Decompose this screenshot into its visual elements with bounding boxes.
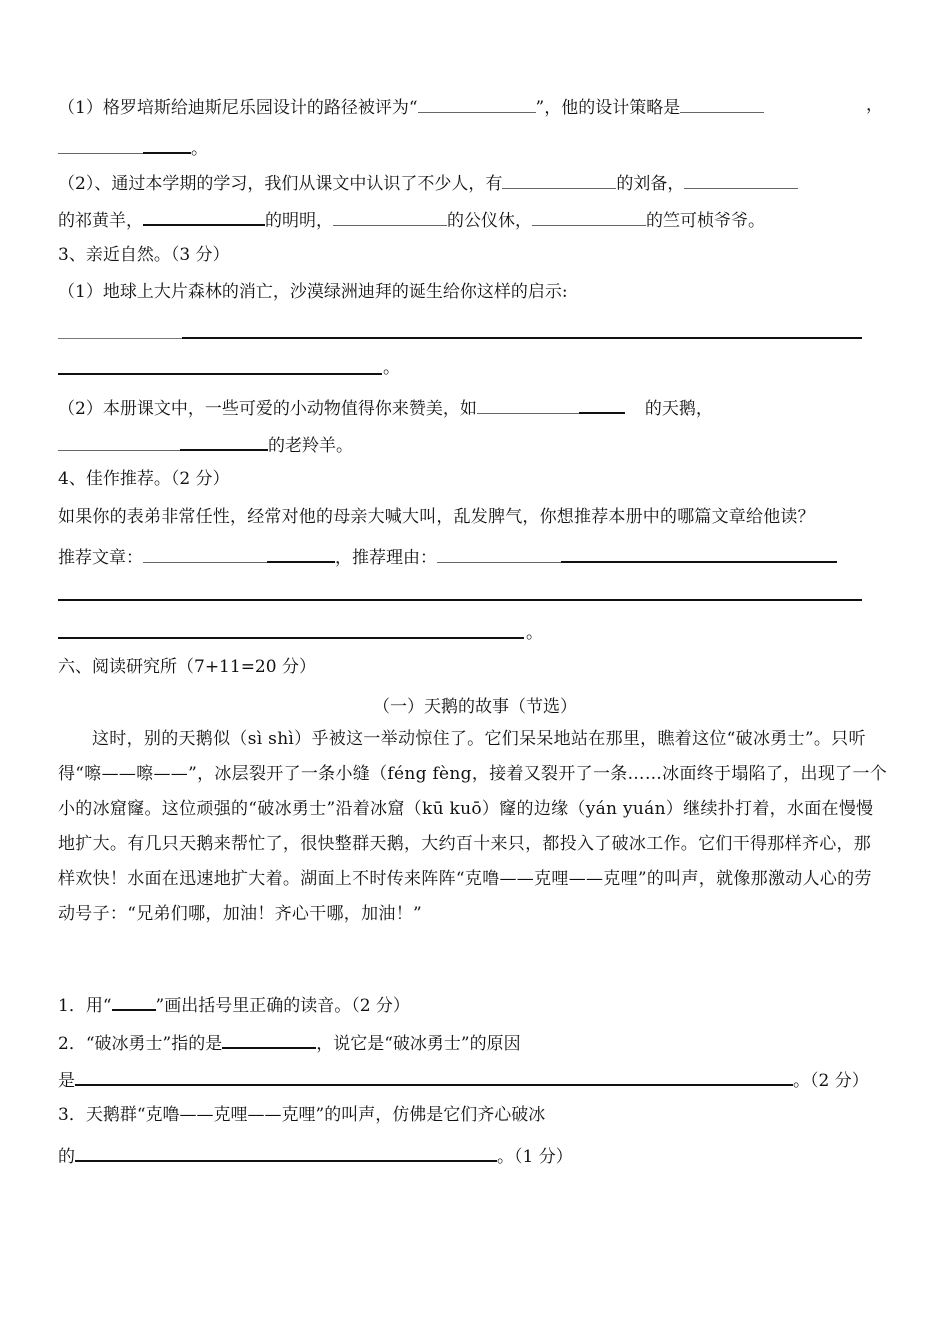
s6-q2-line	[58, 1029, 521, 1055]
blank-ice-warrior[interactable]	[222, 1029, 316, 1049]
section6-title: 六、阅读研究所（7+11=20 分）	[58, 657, 316, 677]
q3-part1-text: （1）地球上大片森林的消亡，沙漠绿洲迪拜的诞生给你这样的启示:	[58, 282, 568, 302]
blank-zhukezhen[interactable]	[532, 207, 646, 226]
s6-q1-line	[58, 991, 410, 1017]
blank-swan[interactable]	[477, 395, 579, 414]
q1-part2-text-c: 的祁黄羊，	[58, 211, 143, 231]
s6-q3-line2	[58, 1142, 573, 1168]
q1-part1-line2	[58, 134, 208, 160]
q4-reason-label: ，推荐理由：	[335, 548, 437, 568]
blank-article-bold[interactable]	[267, 543, 335, 563]
q1-part1-comma: ，	[866, 95, 883, 115]
s6-q1-underline-sample	[112, 991, 156, 1011]
q4-answer-line-1[interactable]	[58, 599, 862, 601]
blank-strategy-cont[interactable]	[58, 135, 143, 154]
blank-swan-bold[interactable]	[579, 394, 625, 414]
q1-part1-end: 。	[191, 139, 208, 159]
q1-part1-text-b: ”，他的设计策略是	[535, 98, 681, 118]
blank-mingming[interactable]	[143, 206, 265, 226]
q3-part2-text-a: （2）本册课文中，一些可爱的小动物值得你来赞美，如	[58, 399, 477, 419]
s6-q2-text-b: ，说它是“破冰勇士”的原因	[316, 1034, 521, 1054]
q3-answer-line-1a[interactable]	[58, 338, 182, 339]
s6-q3-line: 3．天鹅群“克噜——克哩——克哩”的叫声，仿佛是它们齐心破冰	[58, 1105, 546, 1125]
blank-reason-bold[interactable]	[561, 543, 837, 563]
blank-article[interactable]	[143, 544, 267, 563]
s6-q3-text-c: 。（1 分）	[497, 1147, 573, 1167]
blank-liubei[interactable]	[502, 170, 616, 189]
q1-part2-text-a: （2）、通过本学期的学习，我们从课文中认识了不少人，有	[58, 174, 503, 194]
blank-strategy-cont-bold[interactable]	[143, 134, 191, 154]
q3-answer-line-1b[interactable]	[182, 337, 862, 339]
blank-antelope-bold[interactable]	[180, 431, 268, 451]
q4-title: 4、佳作推荐。（2 分）	[58, 469, 230, 489]
passage-subtitle: （一）天鹅的故事（节选）	[373, 697, 577, 717]
q4-rec-label: 推荐文章：	[58, 548, 143, 568]
reading-passage: 这时，别的天鹅似（sì shì）乎被这一举动惊住了。它们呆呆地站在那里，瞧着这位“破冰勇士”。只听得“嚓——嚓——”，冰层裂开了一条小缝（féng fèng，接着又裂开了一条……冰面终于塌陷了，出现了一个小的冰窟窿。这位顽强的“破冰勇士”沿着冰窟（kū kuō）窿的边缘（yán yuán）继续扑打着，水面在慢慢地扩大。有几只天鹅来帮忙了，很快整群天鹅，大约百十来只，都投入了破冰工作。它们干得那样齐心，那样欢快！水面在迅速地扩大着。湖面上不时传来阵阵“克噜——克哩——克哩”的叫声，就像那激动人心的劳动号子：“兄弟们哪，加油！齐心干哪，加油！”	[58, 729, 888, 924]
q1-part2-text-d: 的明明，	[265, 211, 333, 231]
q3-answer-line-2[interactable]	[58, 373, 382, 375]
blank-reason-warrior[interactable]	[75, 1066, 793, 1086]
q4-question: 如果你的表弟非常任性，经常对他的母亲大喊大叫，乱发脾气，你想推荐本册中的哪篇文章给他读？	[58, 507, 815, 527]
s6-q2-text-d: 。（2 分）	[793, 1071, 869, 1091]
s6-q2-text-a: 2．“破冰勇士”指的是	[58, 1034, 223, 1054]
q3-part1-end: 。	[383, 358, 400, 378]
blank-path-rating[interactable]	[418, 94, 536, 113]
q1-part2-text-b: 的刘备，	[616, 174, 685, 194]
q3-part2-line	[58, 394, 713, 420]
q1-part2-line	[58, 170, 798, 195]
blank-reason[interactable]	[437, 544, 561, 563]
q1-part2-text-f: 的竺可桢爷爷。	[646, 211, 765, 231]
q3-part2-line2	[58, 431, 353, 457]
blank-strategy[interactable]	[680, 94, 764, 113]
q1-part2-text-e: 的公仪休，	[447, 211, 532, 231]
s6-q1-text-a: 1．用“	[58, 996, 112, 1016]
q4-end: 。	[526, 623, 543, 643]
q4-recommend-line	[58, 543, 837, 569]
s6-q2-text-c: 是	[58, 1071, 75, 1091]
q1-part1-line	[58, 94, 764, 119]
blank-qihuangyang[interactable]	[684, 170, 798, 189]
q3-part2-text-c: 的老羚羊。	[268, 436, 353, 456]
blank-gongyixiu[interactable]	[333, 207, 447, 226]
s6-q3-text-b: 的	[58, 1147, 75, 1167]
blank-antelope[interactable]	[58, 432, 180, 451]
q4-answer-line-2[interactable]	[58, 637, 524, 639]
blank-like[interactable]	[75, 1142, 497, 1162]
s6-q1-text-b: ”画出括号里正确的读音。（2 分）	[155, 996, 410, 1016]
q3-title: 3、亲近自然。（3 分）	[58, 245, 230, 265]
q1-part1-text-a: （1）格罗培斯给迪斯尼乐园设计的路径被评为“	[58, 98, 418, 118]
q3-part2-text-b: 的天鹅，	[644, 399, 713, 419]
s6-q2-line2	[58, 1066, 869, 1092]
q1-part2-line2	[58, 206, 765, 232]
